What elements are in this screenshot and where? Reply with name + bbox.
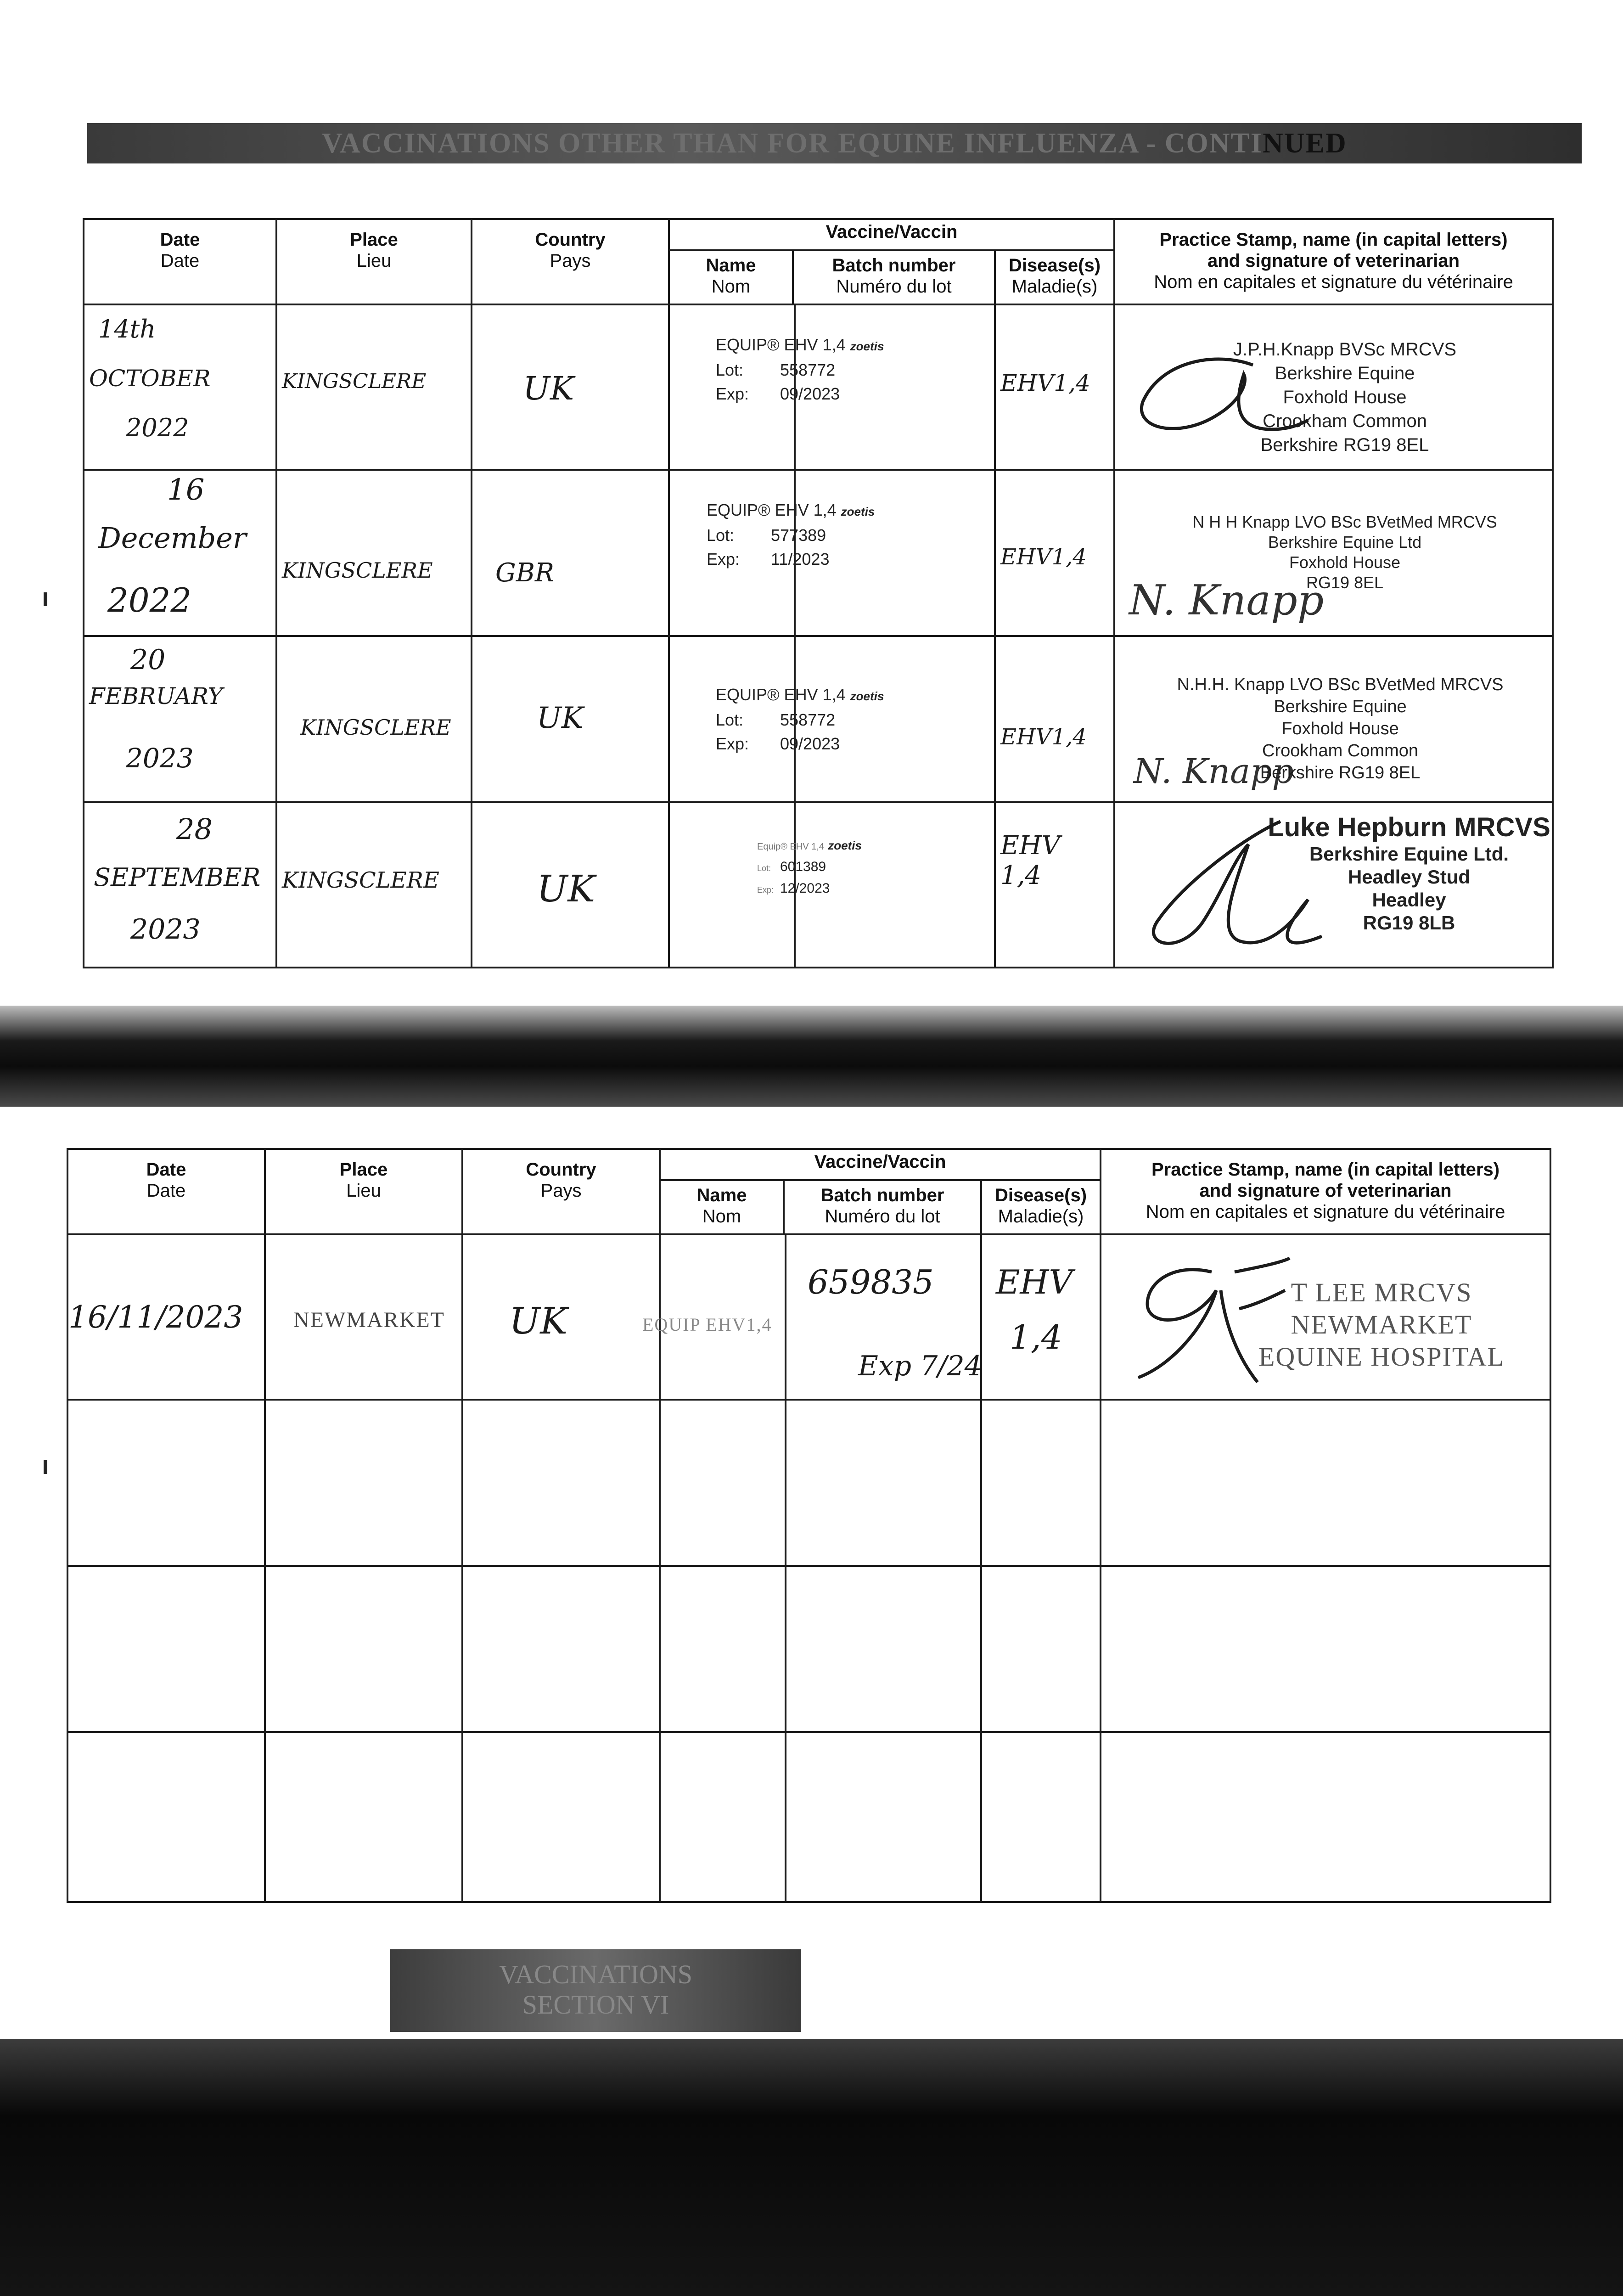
table-row — [84, 636, 1553, 802]
vaccine-name-batch-cell — [669, 802, 995, 968]
col-place-header: Place Lieu — [276, 219, 472, 304]
place-cell — [265, 1234, 462, 1400]
stamp-cell — [1114, 802, 1553, 968]
date-line: 14th — [98, 315, 156, 343]
date-cell — [67, 1234, 265, 1400]
disease-value: EHV1,4 — [1000, 724, 1087, 750]
vet-signature — [1120, 1254, 1294, 1391]
country-value: UK — [509, 1300, 568, 1342]
country-value: GBR — [495, 558, 555, 588]
country-value: UK — [537, 867, 595, 910]
vet-signature — [1124, 347, 1308, 448]
place-value: KINGSCLERE — [282, 370, 427, 393]
place-cell — [276, 304, 472, 470]
empty-cell — [67, 1400, 265, 1566]
disease-cell — [995, 802, 1114, 968]
table-row — [67, 1732, 1550, 1902]
page-header-title: VACCINATIONS OTHER THAN FOR EQUINE INFLUENZA - CONTINUED — [322, 127, 1347, 159]
date-line: 2022 — [107, 581, 192, 619]
vaccine-name-value: EQUIP EHV1,4 — [642, 1314, 772, 1335]
disease-cell — [995, 304, 1114, 470]
empty-cell — [660, 1566, 981, 1732]
col-disease-header: Disease(s) Maladie(s) — [995, 250, 1114, 304]
vet-stamp: J.P.H.Knapp BVSc MRCVS Berkshire Equine Foxhold House Crookham Common Berkshire RG19 8EL — [1233, 339, 1457, 455]
col-name-header: Name Nom — [669, 250, 793, 304]
col-vaccine-header: Vaccine/Vaccin — [660, 1149, 1101, 1180]
scan-bottom-edge — [0, 2039, 1623, 2296]
batch-value: 659835 — [808, 1263, 934, 1301]
date-line: FEBRUARY — [89, 683, 223, 709]
disease-value: EHV1,4 — [1000, 544, 1087, 570]
date-line: 2023 — [130, 913, 201, 945]
stamp-cell — [1114, 636, 1553, 802]
col-date-header: Date Date — [67, 1149, 265, 1234]
place-cell — [276, 470, 472, 636]
empty-cell — [1101, 1732, 1550, 1902]
date-line: 20 — [130, 644, 166, 676]
vet-signature: N. Knapp — [1129, 576, 1324, 625]
table-row — [84, 470, 1553, 636]
col-batch-header: Batch number Numéro du lot — [784, 1180, 981, 1234]
vaccine-print: EQUIP® EHV 1,4 zoetis Lot: 558772 Exp: 09/2023 — [716, 685, 884, 753]
disease-value: 1,4 — [1010, 1318, 1062, 1356]
place-value: NEWMARKET — [293, 1308, 445, 1332]
vaccine-name-batch-cell — [642, 1234, 982, 1400]
empty-cell — [1101, 1566, 1550, 1732]
col-date-header: Date Date — [84, 219, 276, 304]
empty-cell — [660, 1400, 981, 1566]
col-stamp-header: Practice Stamp, name (in capital letters) and signature of veterinarian Nom en capitales et signature du vétérinaire — [1101, 1149, 1550, 1234]
page-header-band — [87, 123, 1582, 163]
empty-cell — [462, 1566, 660, 1732]
country-value: UK — [523, 370, 574, 407]
table-row — [84, 802, 1553, 968]
disease-cell — [995, 636, 1114, 802]
empty-cell — [67, 1732, 265, 1902]
lower-vaccination-table — [67, 1148, 1551, 1903]
vet-stamp: T LEE MRCVS NEWMARKET EQUINE HOSPITAL — [1258, 1277, 1505, 1372]
country-value: UK — [537, 701, 584, 735]
col-batch-header: Batch number Numéro du lot — [793, 250, 995, 304]
stamp-cell — [1114, 470, 1553, 636]
empty-cell — [660, 1732, 981, 1902]
place-cell — [276, 802, 472, 968]
disease-cell — [981, 1234, 1101, 1400]
date-line: 2022 — [126, 413, 189, 442]
table-row — [67, 1400, 1550, 1566]
stamp-cell — [1114, 304, 1553, 470]
vet-stamp: Luke Hepburn MRCVS Berkshire Equine Ltd. Headley Stud Headley RG19 8LB — [1268, 812, 1550, 934]
date-line: 2023 — [126, 743, 194, 774]
empty-cell — [462, 1400, 660, 1566]
disease-value: EHV — [996, 1263, 1073, 1301]
expiry-value: Exp 7/24 — [858, 1350, 982, 1382]
table-row — [67, 1234, 1550, 1400]
date-line: SEPTEMBER — [94, 863, 261, 892]
empty-cell — [265, 1732, 462, 1902]
empty-cell — [265, 1400, 462, 1566]
vaccine-name-batch-cell — [669, 470, 995, 636]
col-country-header: Country Pays — [462, 1149, 660, 1234]
vaccine-print: EQUIP® EHV 1,4 zoetis Lot: 558772 Exp: 09/2023 — [716, 335, 884, 403]
country-cell — [472, 636, 669, 802]
section-tab: VACCINATIONS SECTION VI — [390, 1949, 801, 2032]
empty-cell — [1101, 1400, 1550, 1566]
col-country-header: Country Pays — [472, 219, 669, 304]
col-vaccine-header: Vaccine/Vaccin — [669, 219, 1114, 250]
table-row — [67, 1566, 1550, 1732]
empty-cell — [981, 1400, 1101, 1566]
empty-cell — [67, 1566, 265, 1732]
vet-signature: N. Knapp — [1134, 752, 1294, 791]
place-value: KINGSCLERE — [282, 867, 439, 893]
margin-mark — [44, 1460, 47, 1474]
date-value: 16/11/2023 — [68, 1300, 243, 1335]
vet-stamp: N.H.H. Knapp LVO BSc BVetMed MRCVS Berkshire Equine Foxhold House Crookham Common Berkshire RG19 8EL — [1177, 675, 1504, 782]
page-fold-shadow — [0, 1006, 1623, 1107]
vaccine-print: Equip® EHV 1,4 zoetis Lot: 601389 Exp: 12/2023 — [757, 838, 862, 896]
country-cell — [462, 1234, 660, 1400]
empty-cell — [265, 1566, 462, 1732]
table-row — [84, 304, 1553, 470]
vet-signature — [1129, 817, 1322, 964]
place-value: KINGSCLERE — [300, 715, 451, 740]
col-disease-header: Disease(s) Maladie(s) — [981, 1180, 1101, 1234]
disease-value: EHV1,4 — [1000, 370, 1090, 396]
col-stamp-header: Practice Stamp, name (in capital letters) and signature of veterinarian Nom en capitales et signature du vétérinaire — [1114, 219, 1553, 304]
place-cell — [276, 636, 472, 802]
vet-stamp: N H H Knapp LVO BSc BVetMed MRCVS Berkshire Equine Ltd Foxhold House RG19 8EL — [1192, 512, 1497, 592]
disease-value: EHV 1,4 — [1000, 831, 1061, 890]
country-cell — [472, 304, 669, 470]
date-line: OCTOBER — [89, 365, 211, 392]
empty-cell — [981, 1566, 1101, 1732]
disease-cell — [995, 470, 1114, 636]
col-place-header: Place Lieu — [265, 1149, 462, 1234]
country-cell — [472, 470, 669, 636]
date-line: 16 — [167, 473, 205, 507]
date-line: 28 — [176, 812, 213, 846]
place-value: KINGSCLERE — [282, 558, 433, 583]
vaccine-name-batch-cell — [669, 304, 995, 470]
margin-mark — [44, 592, 47, 606]
empty-cell — [462, 1732, 660, 1902]
country-cell — [472, 802, 669, 968]
empty-cell — [981, 1732, 1101, 1902]
col-name-header: Name Nom — [660, 1180, 784, 1234]
date-cell — [84, 802, 276, 968]
date-cell — [84, 304, 276, 470]
stamp-cell — [1101, 1234, 1550, 1400]
upper-vaccination-table — [83, 218, 1554, 968]
date-cell — [84, 636, 276, 802]
vaccine-print: EQUIP® EHV 1,4 zoetis Lot: 577389 Exp: 11/2023 — [707, 501, 875, 568]
date-line: December — [98, 521, 247, 555]
vaccine-name-batch-cell — [669, 636, 995, 802]
date-cell — [84, 470, 276, 636]
